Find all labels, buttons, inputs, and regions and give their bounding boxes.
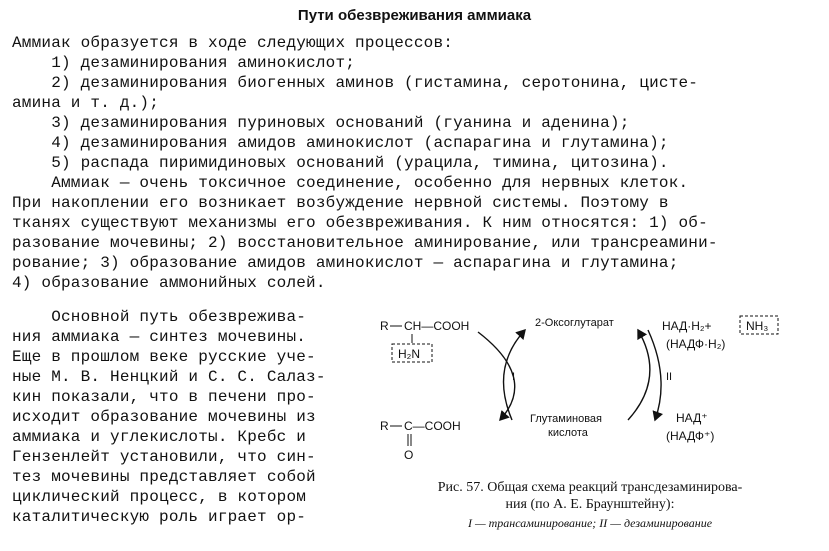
figure-caption-line-3: I — трансаминирование; II — дезаминирование	[467, 516, 713, 530]
column-text-line: Гензенлейт установили, что син-	[12, 448, 316, 466]
figure-caption-line-2: ния (по А. Е. Браунштейну):	[505, 497, 675, 512]
reaction-1-label: I	[512, 371, 516, 383]
column-text-line: аммиака и углекислоты. Кребс и	[12, 428, 307, 446]
nadph-label: (НАДФ·Н₂)	[666, 337, 726, 351]
text-line: Аммиак образуется в ходе следующих процессов:	[12, 34, 454, 52]
column-text-line: Основной путь обезврежива-	[12, 308, 307, 326]
text-line: При накоплении его возникает возбуждение нервной системы. Поэтому в	[12, 194, 669, 212]
text-line: 3) дезаминирования пуриновых оснований (гуанина и аденина);	[12, 114, 630, 132]
amino-acid-formula: CH—COOH	[404, 319, 470, 333]
r-top-label: R	[380, 319, 389, 333]
oxoglutarate-label: 2-Оксоглутарат	[535, 317, 614, 329]
column-text-line: Еще в прошлом веке русские уче-	[12, 348, 316, 366]
reaction-1-arrow-down	[478, 332, 515, 420]
text-line: тканях существуют механизмы его обезвреживания. К ним относятся: 1) об-	[12, 214, 708, 232]
nad-label: НАД⁺	[676, 411, 708, 425]
amino-group-label: H₂N	[398, 347, 420, 361]
column-text-line: циклический процесс, в котором	[12, 488, 307, 506]
column-text-line: кин показали, что в печени про-	[12, 388, 316, 406]
document-title: Пути обезвреживания аммиака	[297, 7, 532, 24]
transdeamination-diagram	[370, 308, 820, 478]
keto-acid-formula: C—COOH	[404, 419, 461, 433]
nadh-label: НАД·Н₂+	[662, 319, 712, 333]
column-text-line: тез мочевины представляет собой	[12, 468, 316, 486]
text-line: амина и т. д.);	[12, 94, 160, 112]
text-line: разование мочевины; 2) восстановительное аминирование, или трансреамини-	[12, 234, 718, 252]
column-text-line: исходит образование мочевины из	[12, 408, 316, 426]
text-line: 5) распада пиримидиновых оснований (урацила, тимина, цитозина).	[12, 154, 669, 172]
text-line: 4) образование аммонийных солей.	[12, 274, 326, 292]
text-line: рование; 3) образование амидов аминокислот — аспарагина и глутамина;	[12, 254, 679, 272]
column-text-line: каталитическую роль играет ор-	[12, 508, 307, 526]
column-text-line: ния аммиака — синтез мочевины.	[12, 328, 307, 346]
glutamic-acid-label-2: кислота	[548, 427, 588, 439]
text-line: Аммиак — очень токсичное соединение, особенно для нервных клеток.	[12, 174, 689, 192]
reaction-2-arrow-up	[628, 330, 650, 420]
r-bottom-label: R	[380, 419, 389, 433]
text-line: 1) дезаминирования аминокислот;	[12, 54, 356, 72]
figure-caption-line-1: Рис. 57. Общая схема реакций трансдезаминирова-	[437, 480, 743, 495]
nadp-label: (НАДФ⁺)	[666, 429, 715, 443]
column-text-line: ные М. В. Ненцкий и С. С. Салаз-	[12, 368, 326, 386]
glutamic-acid-label-1: Глутаминовая	[530, 413, 602, 425]
text-line: 2) дезаминирования биогенных аминов (гистамина, серотонина, цисте-	[12, 74, 699, 92]
reaction-2-label: II	[666, 371, 673, 383]
keto-oxygen-label: O	[404, 448, 414, 462]
nh3-label: NH₃	[746, 319, 769, 333]
text-line: 4) дезаминирования амидов аминокислот (аспарагина и глутамина);	[12, 134, 669, 152]
